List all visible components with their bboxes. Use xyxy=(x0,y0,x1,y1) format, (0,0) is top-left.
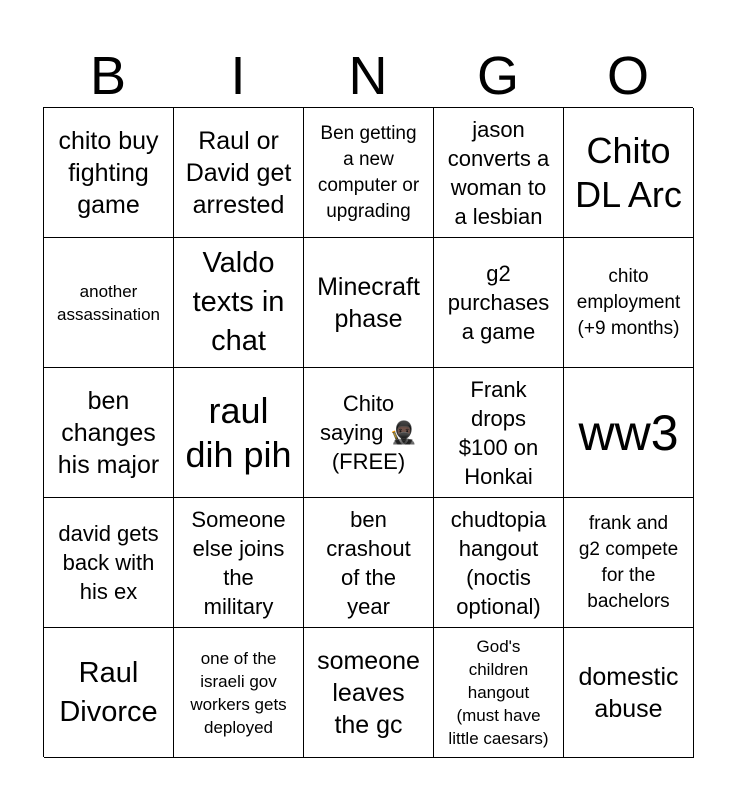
bingo-cell-r3-c2[interactable] xyxy=(174,368,304,498)
bingo-header xyxy=(43,44,693,108)
cell-text: Someone else joins the military xyxy=(191,506,286,619)
bingo-cell-r2-c4[interactable] xyxy=(434,238,564,368)
bingo-cell-r3-c4[interactable] xyxy=(434,368,564,498)
cell-text: ben crashout of the year xyxy=(326,506,411,619)
cell-text: chito buy fighting game xyxy=(58,126,159,219)
cell-text: Chito DL Arc xyxy=(575,129,682,215)
header-letter-o: O xyxy=(606,46,649,106)
bingo-cell-r1-c2[interactable] xyxy=(174,108,304,238)
cell-text: ww3 xyxy=(578,404,679,461)
bingo-cell-r4-c5[interactable] xyxy=(564,498,694,628)
cell-text: Minecraft phase xyxy=(317,272,420,333)
bingo-cell-r4-c2[interactable] xyxy=(174,498,304,628)
cell-text: someone leaves the gc xyxy=(317,646,420,739)
cell-text: jason converts a woman to a lesbian xyxy=(447,116,550,229)
bingo-board xyxy=(43,107,693,757)
cell-text: Raul or David get arrested xyxy=(185,126,292,219)
cell-text: Raul Divorce xyxy=(59,656,158,728)
cell-text: chudtopia hangout (noctis optional) xyxy=(450,506,547,619)
bingo-cell-r3-c1[interactable] xyxy=(44,368,174,498)
bingo-cell-r5-c1[interactable] xyxy=(44,628,174,758)
bingo-cell-r2-c5[interactable] xyxy=(564,238,694,368)
cell-text: chito employment (+9 months) xyxy=(576,265,681,339)
header-letter-i: I xyxy=(230,46,246,106)
bingo-cell-r3-c5[interactable] xyxy=(564,368,694,498)
cell-text: david gets back with his ex xyxy=(58,521,159,604)
bingo-cell-r1-c1[interactable] xyxy=(44,108,174,238)
cell-text: domestic abuse xyxy=(578,662,679,723)
cell-text: Valdo texts in chat xyxy=(192,247,285,357)
cell-text: Frank drops $100 on Honkai xyxy=(458,376,539,489)
cell-text: Ben getting a new computer or upgrading xyxy=(317,122,420,222)
cell-text: frank and g2 compete for the bachelors xyxy=(578,512,679,612)
cell-text: raul dih pih xyxy=(185,389,292,475)
cell-text: another assassination xyxy=(56,281,160,324)
cell-text: Chito saying 🥷🏿 (FREE) xyxy=(319,391,418,474)
header-letter-b: B xyxy=(89,46,127,106)
cell-text: ben changes his major xyxy=(57,386,160,479)
bingo-cell-r5-c3[interactable] xyxy=(304,628,434,758)
bingo-cell-r2-c1[interactable] xyxy=(44,238,174,368)
bingo-cell-r5-c4[interactable] xyxy=(434,628,564,758)
bingo-cell-r4-c4[interactable] xyxy=(434,498,564,628)
bingo-cell-r1-c3[interactable] xyxy=(304,108,434,238)
header-letter-g: G xyxy=(476,46,519,106)
header-letter-n: N xyxy=(348,46,388,106)
cell-text: one of the israeli gov workers gets deployed xyxy=(190,648,287,737)
bingo-cell-r4-c1[interactable] xyxy=(44,498,174,628)
bingo-cell-r5-c2[interactable] xyxy=(174,628,304,758)
cell-text: g2 purchases a game xyxy=(447,261,550,344)
cell-text: God's children hangout (must have little caesars) xyxy=(448,637,549,748)
bingo-cell-r4-c3[interactable] xyxy=(304,498,434,628)
bingo-cell-r5-c5[interactable] xyxy=(564,628,694,758)
bingo-cell-r2-c2[interactable] xyxy=(174,238,304,368)
bingo-cell-r1-c5[interactable] xyxy=(564,108,694,238)
bingo-cell-r2-c3[interactable] xyxy=(304,238,434,368)
bingo-cell-r3-c3[interactable] xyxy=(304,368,434,498)
bingo-cell-r1-c4[interactable] xyxy=(434,108,564,238)
